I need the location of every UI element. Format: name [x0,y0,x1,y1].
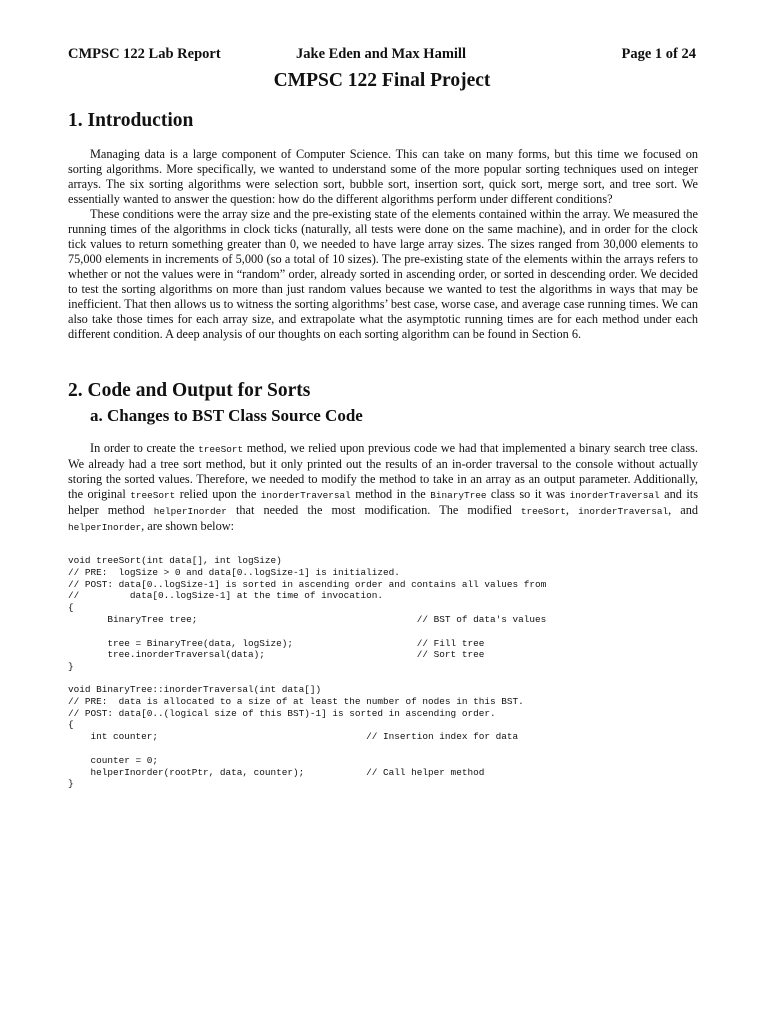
header-authors: Jake Eden and Max Hamill [296,46,466,62]
header-page-number: Page 1 of 24 [621,46,696,62]
code-ref-inordertraversal: inorderTraversal [578,506,669,517]
code-ref-treesort: treeSort [130,490,176,501]
subsection-bst-changes-heading: a. Changes to BST Class Source Code [90,406,363,425]
page-header [68,46,696,66]
code-listing-treesort: void treeSort(int data[], int logSize) // PRE: logSize > 0 and data[0..logSize-1] is initialized. // POST: data[0..logSize-1] is sorted in ascending order and contains all values from // data[0..logSize-1] at the time of invocation. { BinaryTree tree; // BST of data's values tree = BinaryTree(data, logSize); // Fill tree tree.inorderTraversal(data); // Sort tree } [68,555,547,673]
code-ref-inordertraversal: inorderTraversal [569,490,660,501]
code-ref-inordertraversal: inorderTraversal [260,490,351,501]
intro-paragraph-2: These conditions were the array size and the pre-existing state of the elements contained within the array. We measured the running times of the algorithms in clock ticks (naturally, all tests were done on the same machine), and in order for the clock tick values to return something greater than 0, we needed to have large array sizes. The sizes ranged from 30,000 elements to 75,000 elements in increments of 5,000 (so a total of 10 sizes). The pre-existing state of the elements within the arrays refers to whether or not the values were in “random” order, already sorted in ascending order, or sorted in descending order. We decided to test the sorting algorithms on more than just random values because we wanted to test the algorithms in ways that may be inefficient. That then allows us to witness the sorting algorithms’ best case, worse case, and average case running times. We can also take those times for each array size, and extrapolate what the asymptotic running times are for each method under each different condition. A deep analysis of our thoughts on each sorting algorithm can be found in Section 6. [68,207,698,341]
bst-changes-paragraph: In order to create the treeSort method, we relied upon previous code we had that implemented a binary search tree class. We already had a tree sort method, but it only printed out the results of an in-order traversal to the console without actually storing the sorted values. Therefore, we needed to modify the method to take in an array as an output parameter. Additionally, the original treeSort relied upon the inorderTraversal method in the BinaryTree class so it was inorderTraversal and its helper method helperInorder that needed the most modification. The modified treeSort, inorderTraversal, and helperInorder, are shown below: [68,441,698,533]
code-ref-treesort: treeSort [520,506,566,517]
bst-changes-body [68,441,698,535]
code-ref-helperinorder: helperInorder [153,506,227,517]
introduction-body [68,147,698,342]
header-course: CMPSC 122 Lab Report [68,46,221,62]
code-ref-helperinorder: helperInorder [68,522,142,533]
section-introduction-heading: 1. Introduction [68,110,194,131]
code-ref-binarytree: BinaryTree [430,490,487,501]
intro-paragraph-1: Managing data is a large component of Computer Science. This can take on many forms, but this time we focused on sorting algorithms. More specifically, we wanted to understand some of the more popular sorting techniques used on integer arrays. The six sorting algorithms were selection sort, bubble sort, insertion sort, quick sort, merge sort, and tree sort. We essentially wanted to answer the question: how do the different algorithms perform under different conditions? [68,147,698,206]
code-ref-treesort: treeSort [198,444,244,455]
document-title: CMPSC 122 Final Project [273,70,491,91]
code-listing-inordertraversal: void BinaryTree::inorderTraversal(int data[]) // PRE: data is allocated to a size of at least the number of nodes in this BST. // POST: data[0..(logical size of this BST)-1] is sorted in ascending order. { int counter; // Insertion index for data counter = 0; helperInorder(rootPtr, data, counter); // Call helper method } [68,684,524,790]
section-code-output-heading: 2. Code and Output for Sorts [68,380,311,401]
